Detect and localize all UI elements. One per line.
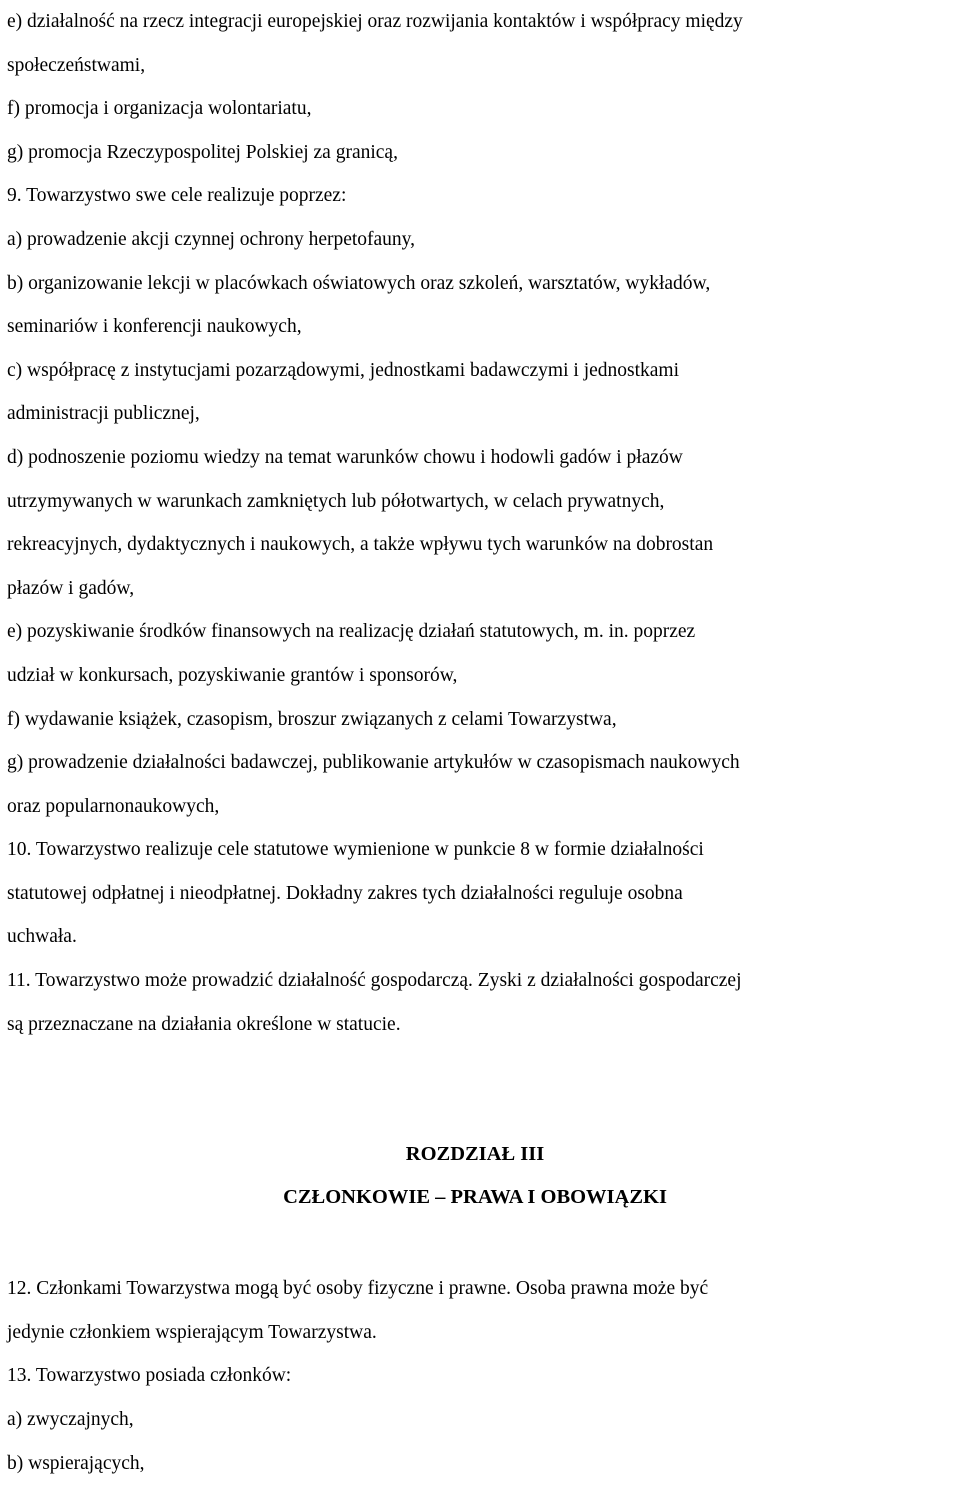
text-line: oraz popularnonaukowych, [7, 795, 220, 817]
text-line: uchwała. [7, 926, 77, 948]
text-line: statutowej odpłatnej i nieodpłatnej. Dokładny zakres tych działalności reguluje osobna [7, 882, 683, 904]
text-line: 11. Towarzystwo może prowadzić działalność gospodarczą. Zyski z działalności gospodarczej [7, 970, 742, 992]
chapter-number: ROZDZIAŁ III [405, 1143, 545, 1166]
text-line: utrzymywanych w warunkach zamkniętych lub półotwartych, w celach prywatnych, [7, 490, 665, 512]
text-line: b) organizowanie lekcji w placówkach oświatowych oraz szkoleń, warsztatów, wykładów, [7, 272, 711, 294]
text-line: płazów i gadów, [7, 577, 135, 599]
text-line: f) promocja i organizacja wolontariatu, [7, 98, 312, 120]
text-line: a) zwyczajnych, [7, 1409, 134, 1431]
text-line: społeczeństwami, [7, 54, 146, 76]
text-line: 13. Towarzystwo posiada członków: [7, 1365, 292, 1387]
text-line: seminariów i konferencji naukowych, [7, 316, 302, 338]
section-spacer [7, 1046, 957, 1133]
chapter-title: CZŁONKOWIE – PRAWA I OBOWIĄZKI [283, 1186, 667, 1209]
text-line: 12. Członkami Towarzystwa mogą być osoby fizyczne i prawne. Osoba prawna może być [7, 1278, 709, 1300]
text-line: jedynie członkiem wspierającym Towarzystwa. [7, 1321, 377, 1343]
text-block-articles-9-11 [7, 0, 957, 1046]
text-line: e) pozyskiwanie środków finansowych na realizację działań statutowych, m. in. poprzez [7, 621, 696, 643]
text-line: c) współpracę z instytucjami pozarządowymi, jednostkami badawczymi i jednostkami [7, 359, 680, 381]
text-line: g) prowadzenie działalności badawczej, publikowanie artykułów w czasopismach naukowych [7, 752, 740, 774]
text-line: 9. Towarzystwo swe cele realizuje poprzez: [7, 185, 347, 207]
text-line: rekreacyjnych, dydaktycznych i naukowych, a także wpływu tych warunków na dobrostan [7, 534, 714, 556]
text-block-articles-12-13 [7, 1267, 957, 1485]
text-line: b) wspierających, [7, 1452, 145, 1474]
text-line: są przeznaczane na działania określone w statucie. [7, 1013, 401, 1035]
text-line: 10. Towarzystwo realizuje cele statutowe wymienione w punkcie 8 w formie działalności [7, 839, 704, 861]
text-line: f) wydawanie książek, czasopism, broszur związanych z celami Towarzystwa, [7, 708, 617, 730]
text-line: d) podnoszenie poziomu wiedzy na temat warunków chowu i hodowli gadów i płazów [7, 446, 683, 468]
text-line: e) działalność na rzecz integracji europejskiej oraz rozwijania kontaktów i współpracy między [7, 11, 743, 32]
text-line: administracji publicznej, [7, 403, 200, 425]
section-spacer [7, 1219, 957, 1267]
document-page [7, 0, 957, 1485]
text-line: g) promocja Rzeczypospolitej Polskiej za granicą, [7, 141, 398, 163]
text-line: udział w konkursach, pozyskiwanie grantów i sponsorów, [7, 664, 458, 686]
text-line: a) prowadzenie akcji czynnej ochrony herpetofauny, [7, 228, 416, 250]
